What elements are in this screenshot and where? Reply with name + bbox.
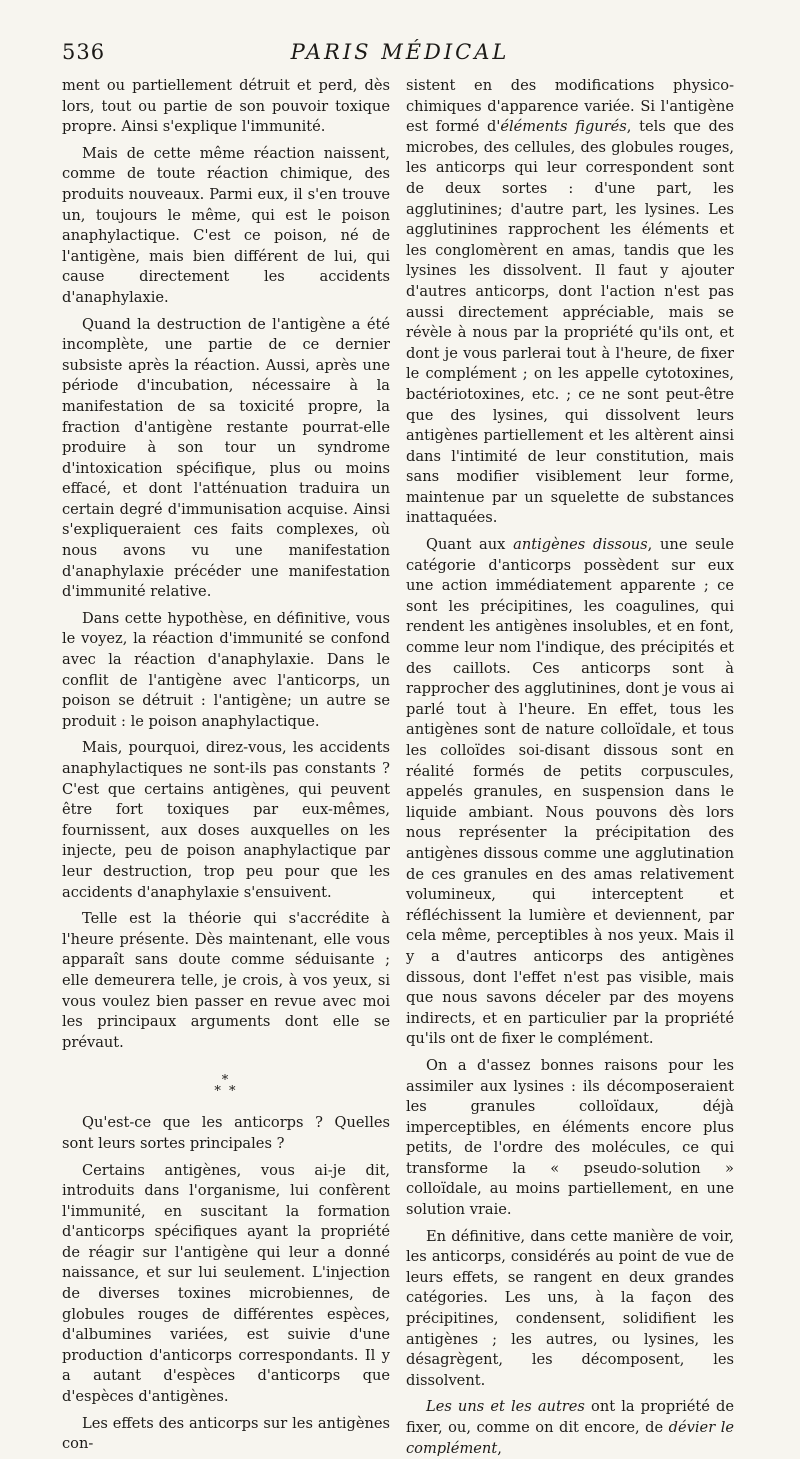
paragraph: ment ou partiellement détruit et perd, dès lors, tout ou partie de son pouvoir toxique propre. Ainsi s'explique l'immunité.	[62, 77, 390, 136]
text-run: , tels que des microbes, des cellules, des globules rouges, les anticorps qui leur correspondent sont de deux sortes : d'une part, les agglutinines; d'autre part, les lysines. Les agglutinines rapprochent les éléments et les conglomèrent en amas, tandis que les lysines les dissolvent. Il faut y ajouter d'autres anticorps, dont l'action n'est pas aussi directement appréciable, mais se révèle à nous par la propriété qu'ils ont, et dont je vous parlerai tout à l'heure, de fixer le complément ; on les appelle cytotoxines, bactériotoxines, etc. ; ce ne sont peut-être que des lysines, qui dissolvent leurs antigènes partiellement et les altèrent ainsi dans l'intimité de leur constitution, mais sans modifier visiblement leur forme, maintenue par un squelette de substances inattaquées.	[406, 118, 734, 527]
journal-title: PARIS MÉDICAL	[290, 40, 510, 64]
text-run: Quant aux	[426, 536, 514, 554]
text-run: ,	[497, 1439, 502, 1457]
page-number: 536	[62, 40, 106, 64]
paragraph: On a d'assez bonnes raisons pour les assimiler aux lysines : ils décomposeraient les granules colloïdaux, déjà imperceptibles, en éléments encore plus petits, de l'ordre des molécules, ce qui transforme la « pseudo-solution » colloïdale, au moins partiellement, en une solution vraie.	[406, 1056, 734, 1219]
right-column	[406, 76, 734, 1459]
page-header	[62, 40, 738, 74]
text-run: , une seule catégorie d'anticorps possèdent sur eux une action immédiatement apparente ; ce sont les précipitines, les coagulines, qui rendent les antigènes insolubles, et en font, comme leur nom l'indique, des précipités et des caillots. Ces anticorps sont à rapprocher des agglutinines, dont je vous ai parlé tout à l'heure. En effet, tous les antigènes sont de nature colloïdale, et tous les colloïdes soi-disant dissous sont en réalité formés de petits corpuscules, appelés granules, en suspension dans le liquide ambiant. Nous pouvons dès lors nous représenter la précipitation des antigènes dissous comme une agglutination de ces granules en des amas relativement volumineux, qui interceptent et réfléchissent la lumière et deviennent, par cela même, perceptibles à nos yeux. Mais il y a d'autres anticorps des antigènes dissous, dont l'effet n'est pas visible, mais que nous savons déceler par des moyens indirects, et en particulier par la propriété qu'ils ont de fixer le complément.	[406, 536, 735, 1048]
paragraph	[406, 76, 734, 529]
paragraph: Mais, pourquoi, direz-vous, les accidents anaphylactiques ne sont-ils pas constants ? C'est que certains antigènes, qui peuvent être fort toxiques par eux-mêmes, fournissent, aux doses auxquelles on les injecte, peu de poison anaphylactique par leur destruction, trop peu pour que les accidents d'anaphylaxie s'ensuivent.	[62, 739, 390, 901]
paragraph: Quand la destruction de l'antigène a été incomplète, une partie de ce dernier subsiste après la réaction. Aussi, après une période d'incubation, nécessaire à la manifestation de sa toxicité propre, la fraction d'antigène restante pourrat-elle produire à son tour un syndrome d'intoxication spécifique, plus ou moins effacé, et dont l'atténuation traduira un certain degré d'immunisation acquise. Ainsi s'expliqueraient ces faits complexes, où nous avons vu une manifestation d'anaphylaxie précéder une manifestation d'immunité relative.	[62, 315, 390, 601]
section-question: Qu'est-ce que les anticorps ? Quelles sont leurs sortes principales ?	[62, 1114, 390, 1152]
paragraph: Mais de cette même réaction naissent, comme de toute réaction chimique, des produits nouveaux. Parmi eux, il s'en trouve un, toujours le même, qui est le poison anaphylactique. C'est ce poison, né de l'antigène, mais bien différent de lui, qui cause directement les accidents d'anaphylaxie.	[62, 144, 390, 306]
paragraph	[406, 535, 734, 1050]
section-separator	[62, 1073, 390, 1100]
paragraph: Les effets des anticorps sur les antigènes con-	[62, 1414, 390, 1453]
emphasis: dévier le complément	[406, 1419, 735, 1457]
left-column	[62, 76, 390, 1455]
paragraph: Certains antigènes, vous ai-je dit, introduits dans l'organisme, lui confèrent l'immunité, en suscitant la formation d'anticorps spécifiques ayant la propriété de réagir sur l'antigène qui leur a donné naissance, et sur lui seulement. L'injection de diverses toxines microbiennes, de globules rouges de différentes espèces, d'albumines variées, est suivie d'une production d'anticorps correspondants. Il y a autant d'espèces d'anticorps que d'espèces d'antigènes.	[62, 1161, 390, 1406]
paragraph: Dans cette hypothèse, en définitive, vous le voyez, la réaction d'immunité se confond avec la réaction d'anaphylaxie. Dans le conflit de l'antigène avec l'anticorps, un poison se détruit : l'antigène; un autre se produit : le poison anaphylactique.	[62, 609, 390, 730]
paragraph: Telle est la théorie qui s'accrédite à l'heure présente. Dès maintenant, elle vous apparaît sans doute comme séduisante ; elle demeurera telle, je crois, à vos yeux, si vous voulez bien passer en revue avec moi les principaux arguments dont elle se prévaut.	[62, 910, 390, 1051]
paragraph	[406, 1397, 734, 1459]
asterism-bottom: * *	[214, 1084, 238, 1100]
emphasis: Les uns et les autres	[426, 1398, 585, 1416]
text-run: sistent en des modifications physico-chimiques d'apparence variée. Si l'antigène est formé d'	[406, 77, 734, 136]
paragraph: En définitive, dans cette manière de voir, les anticorps, considérés au point de vue de leurs effets, se rangent en deux grandes catégories. Les uns, à la façon des précipitines, condensent, solidifient les antigènes ; les autres, ou lysines, les désagrègent, les décomposent, les dissolvent.	[406, 1227, 734, 1389]
emphasis: antigènes dissous	[513, 536, 648, 554]
asterism-top: *	[221, 1073, 231, 1089]
emphasis: éléments figurés	[500, 118, 627, 136]
text-run: ont la propriété de fixer, ou, comme on dit encore, de	[406, 1398, 734, 1436]
